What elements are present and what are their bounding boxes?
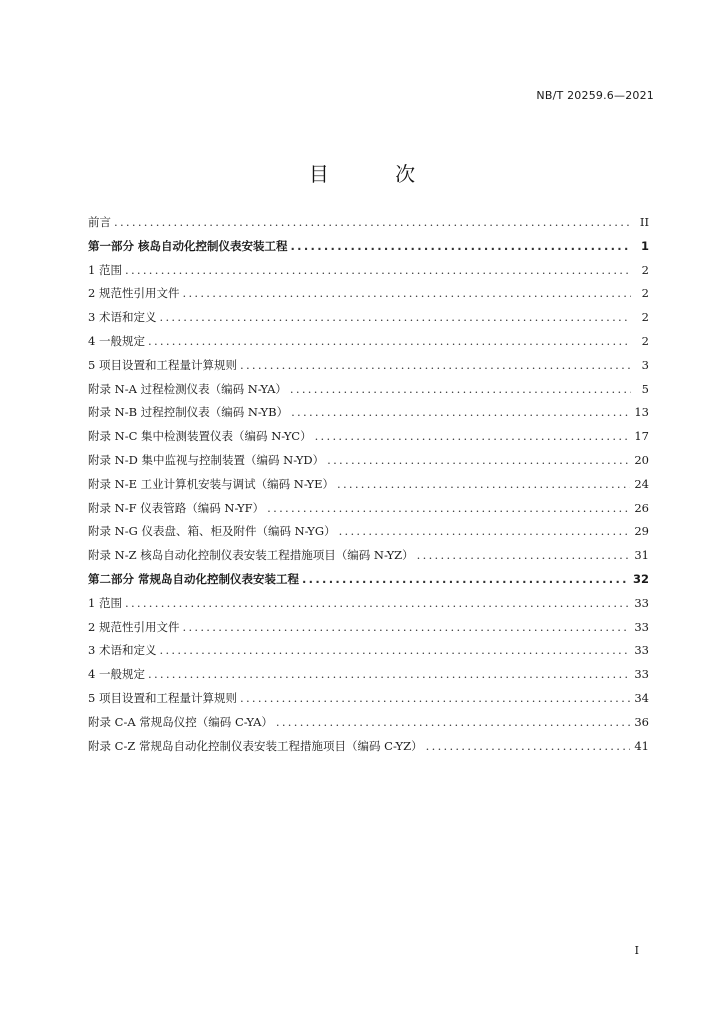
toc-entry-label: 附录 N-D 集中监视与控制装置（编码 N-YD） (88, 452, 325, 467)
toc-entry-page: 33 (634, 619, 649, 634)
toc-entry-page: II (639, 215, 649, 229)
toc-leader-dots (315, 429, 631, 443)
toc-entry-label: 2 规范性引用文件 (88, 619, 180, 634)
toc-entry-page: 33 (634, 667, 649, 682)
toc-entry-label: 前言 (88, 215, 111, 229)
toc-entry-label: 第二部分 常规岛自动化控制仪表安装工程 (88, 571, 300, 586)
table-of-contents (88, 214, 649, 761)
toc-leader-dots (182, 620, 630, 634)
toc-leader-dots (291, 405, 630, 419)
toc-leader-dots (417, 548, 631, 562)
toc-entry-label: 5 项目设置和工程量计算规则 (88, 357, 237, 372)
toc-entry-page: 17 (634, 429, 649, 444)
toc-entry[interactable] (88, 595, 649, 619)
toc-entry[interactable] (88, 262, 649, 286)
toc-entry[interactable] (88, 381, 649, 405)
toc-leader-dots (327, 453, 630, 467)
toc-entry[interactable] (88, 214, 649, 238)
toc-leader-dots (125, 596, 630, 610)
document-code: NB/T 20259.6—2021 (536, 89, 654, 102)
toc-entry[interactable] (88, 642, 649, 666)
toc-leader-dots (291, 239, 631, 253)
toc-leader-dots (159, 643, 630, 657)
toc-entry-page: 1 (640, 238, 649, 253)
toc-entry-label: 4 一般规定 (88, 333, 145, 348)
toc-entry[interactable] (88, 428, 649, 452)
toc-entry-page: 5 (641, 381, 649, 396)
toc-entry-label: 1 范围 (88, 595, 122, 610)
toc-leader-dots (240, 358, 631, 372)
toc-entry-page: 2 (641, 333, 649, 348)
toc-entry[interactable] (88, 500, 649, 524)
toc-leader-dots (302, 572, 629, 586)
toc-entry-label: 第一部分 核岛自动化控制仪表安装工程 (88, 238, 288, 253)
toc-entry-page: 29 (634, 524, 649, 539)
toc-entry[interactable] (88, 666, 649, 690)
toc-entry-label: 附录 N-Z 核岛自动化控制仪表安装工程措施项目（编码 N-YZ） (88, 548, 414, 563)
toc-entry-label: 附录 N-F 仪表管路（编码 N-YF） (88, 500, 265, 515)
toc-entry-page: 26 (634, 500, 649, 515)
toc-title: 目 次 (308, 162, 446, 186)
toc-entry-page: 3 (641, 357, 649, 372)
toc-entry-page: 20 (634, 452, 649, 467)
toc-entry[interactable] (88, 333, 649, 357)
toc-entry-label: 附录 C-A 常规岛仪控（编码 C-YA） (88, 714, 273, 729)
toc-entry-label: 5 项目设置和工程量计算规则 (88, 690, 237, 705)
toc-leader-dots (337, 477, 630, 491)
toc-entry[interactable] (88, 714, 649, 738)
toc-leader-dots (339, 524, 631, 538)
page-number: I (634, 944, 639, 957)
toc-entry-label: 3 术语和定义 (88, 310, 157, 325)
toc-entry[interactable] (88, 476, 649, 500)
toc-entry-page: 2 (641, 286, 649, 301)
toc-entry[interactable] (88, 523, 649, 547)
toc-entry-label: 1 范围 (88, 262, 122, 277)
toc-entry-label: 2 规范性引用文件 (88, 286, 180, 301)
toc-entry[interactable] (88, 619, 649, 643)
toc-entry[interactable] (88, 309, 649, 333)
toc-leader-dots (148, 667, 630, 681)
toc-leader-dots (148, 334, 631, 348)
toc-leader-dots (240, 691, 630, 705)
toc-entry-part[interactable] (88, 238, 649, 262)
toc-entry-page: 33 (634, 643, 649, 658)
toc-entry[interactable] (88, 547, 649, 571)
toc-entry-label: 附录 N-A 过程检测仪表（编码 N-YA） (88, 381, 287, 396)
toc-entry-label: 附录 N-B 过程控制仪表（编码 N-YB） (88, 405, 289, 420)
toc-entry-label: 附录 N-G 仪表盘、箱、柜及附件（编码 N-YG） (88, 524, 336, 539)
toc-entry[interactable] (88, 404, 649, 428)
toc-entry[interactable] (88, 357, 649, 381)
toc-entry-label: 附录 C-Z 常规岛自动化控制仪表安装工程措施项目（编码 C-YZ） (88, 738, 423, 753)
toc-leader-dots (290, 382, 631, 396)
toc-entry[interactable] (88, 285, 649, 309)
toc-entry-page: 24 (634, 476, 649, 491)
toc-entry-page: 13 (634, 405, 649, 420)
toc-entry-label: 附录 N-E 工业计算机安装与调试（编码 N-YE） (88, 476, 334, 491)
toc-entry-label: 4 一般规定 (88, 667, 145, 682)
toc-leader-dots (267, 501, 630, 515)
toc-entry-page: 32 (632, 571, 649, 586)
toc-leader-dots (114, 215, 631, 229)
toc-leader-dots (276, 715, 630, 729)
toc-entry-page: 36 (634, 714, 649, 729)
toc-entry-page: 2 (641, 262, 649, 277)
toc-entry[interactable] (88, 690, 649, 714)
toc-entry-page: 2 (641, 310, 649, 325)
toc-entry-page: 33 (634, 595, 649, 610)
toc-leader-dots (426, 739, 631, 753)
toc-entry-page: 31 (634, 548, 649, 563)
toc-entry-page: 41 (634, 738, 649, 753)
toc-leader-dots (125, 263, 631, 277)
toc-leader-dots (159, 310, 631, 324)
toc-entry[interactable] (88, 452, 649, 476)
toc-entry-label: 附录 N-C 集中检测装置仪表（编码 N-YC） (88, 429, 312, 444)
toc-entry-part[interactable] (88, 571, 649, 595)
toc-entry[interactable] (88, 738, 649, 762)
toc-entry-page: 34 (634, 690, 649, 705)
toc-entry-label: 3 术语和定义 (88, 643, 157, 658)
toc-leader-dots (182, 286, 631, 300)
